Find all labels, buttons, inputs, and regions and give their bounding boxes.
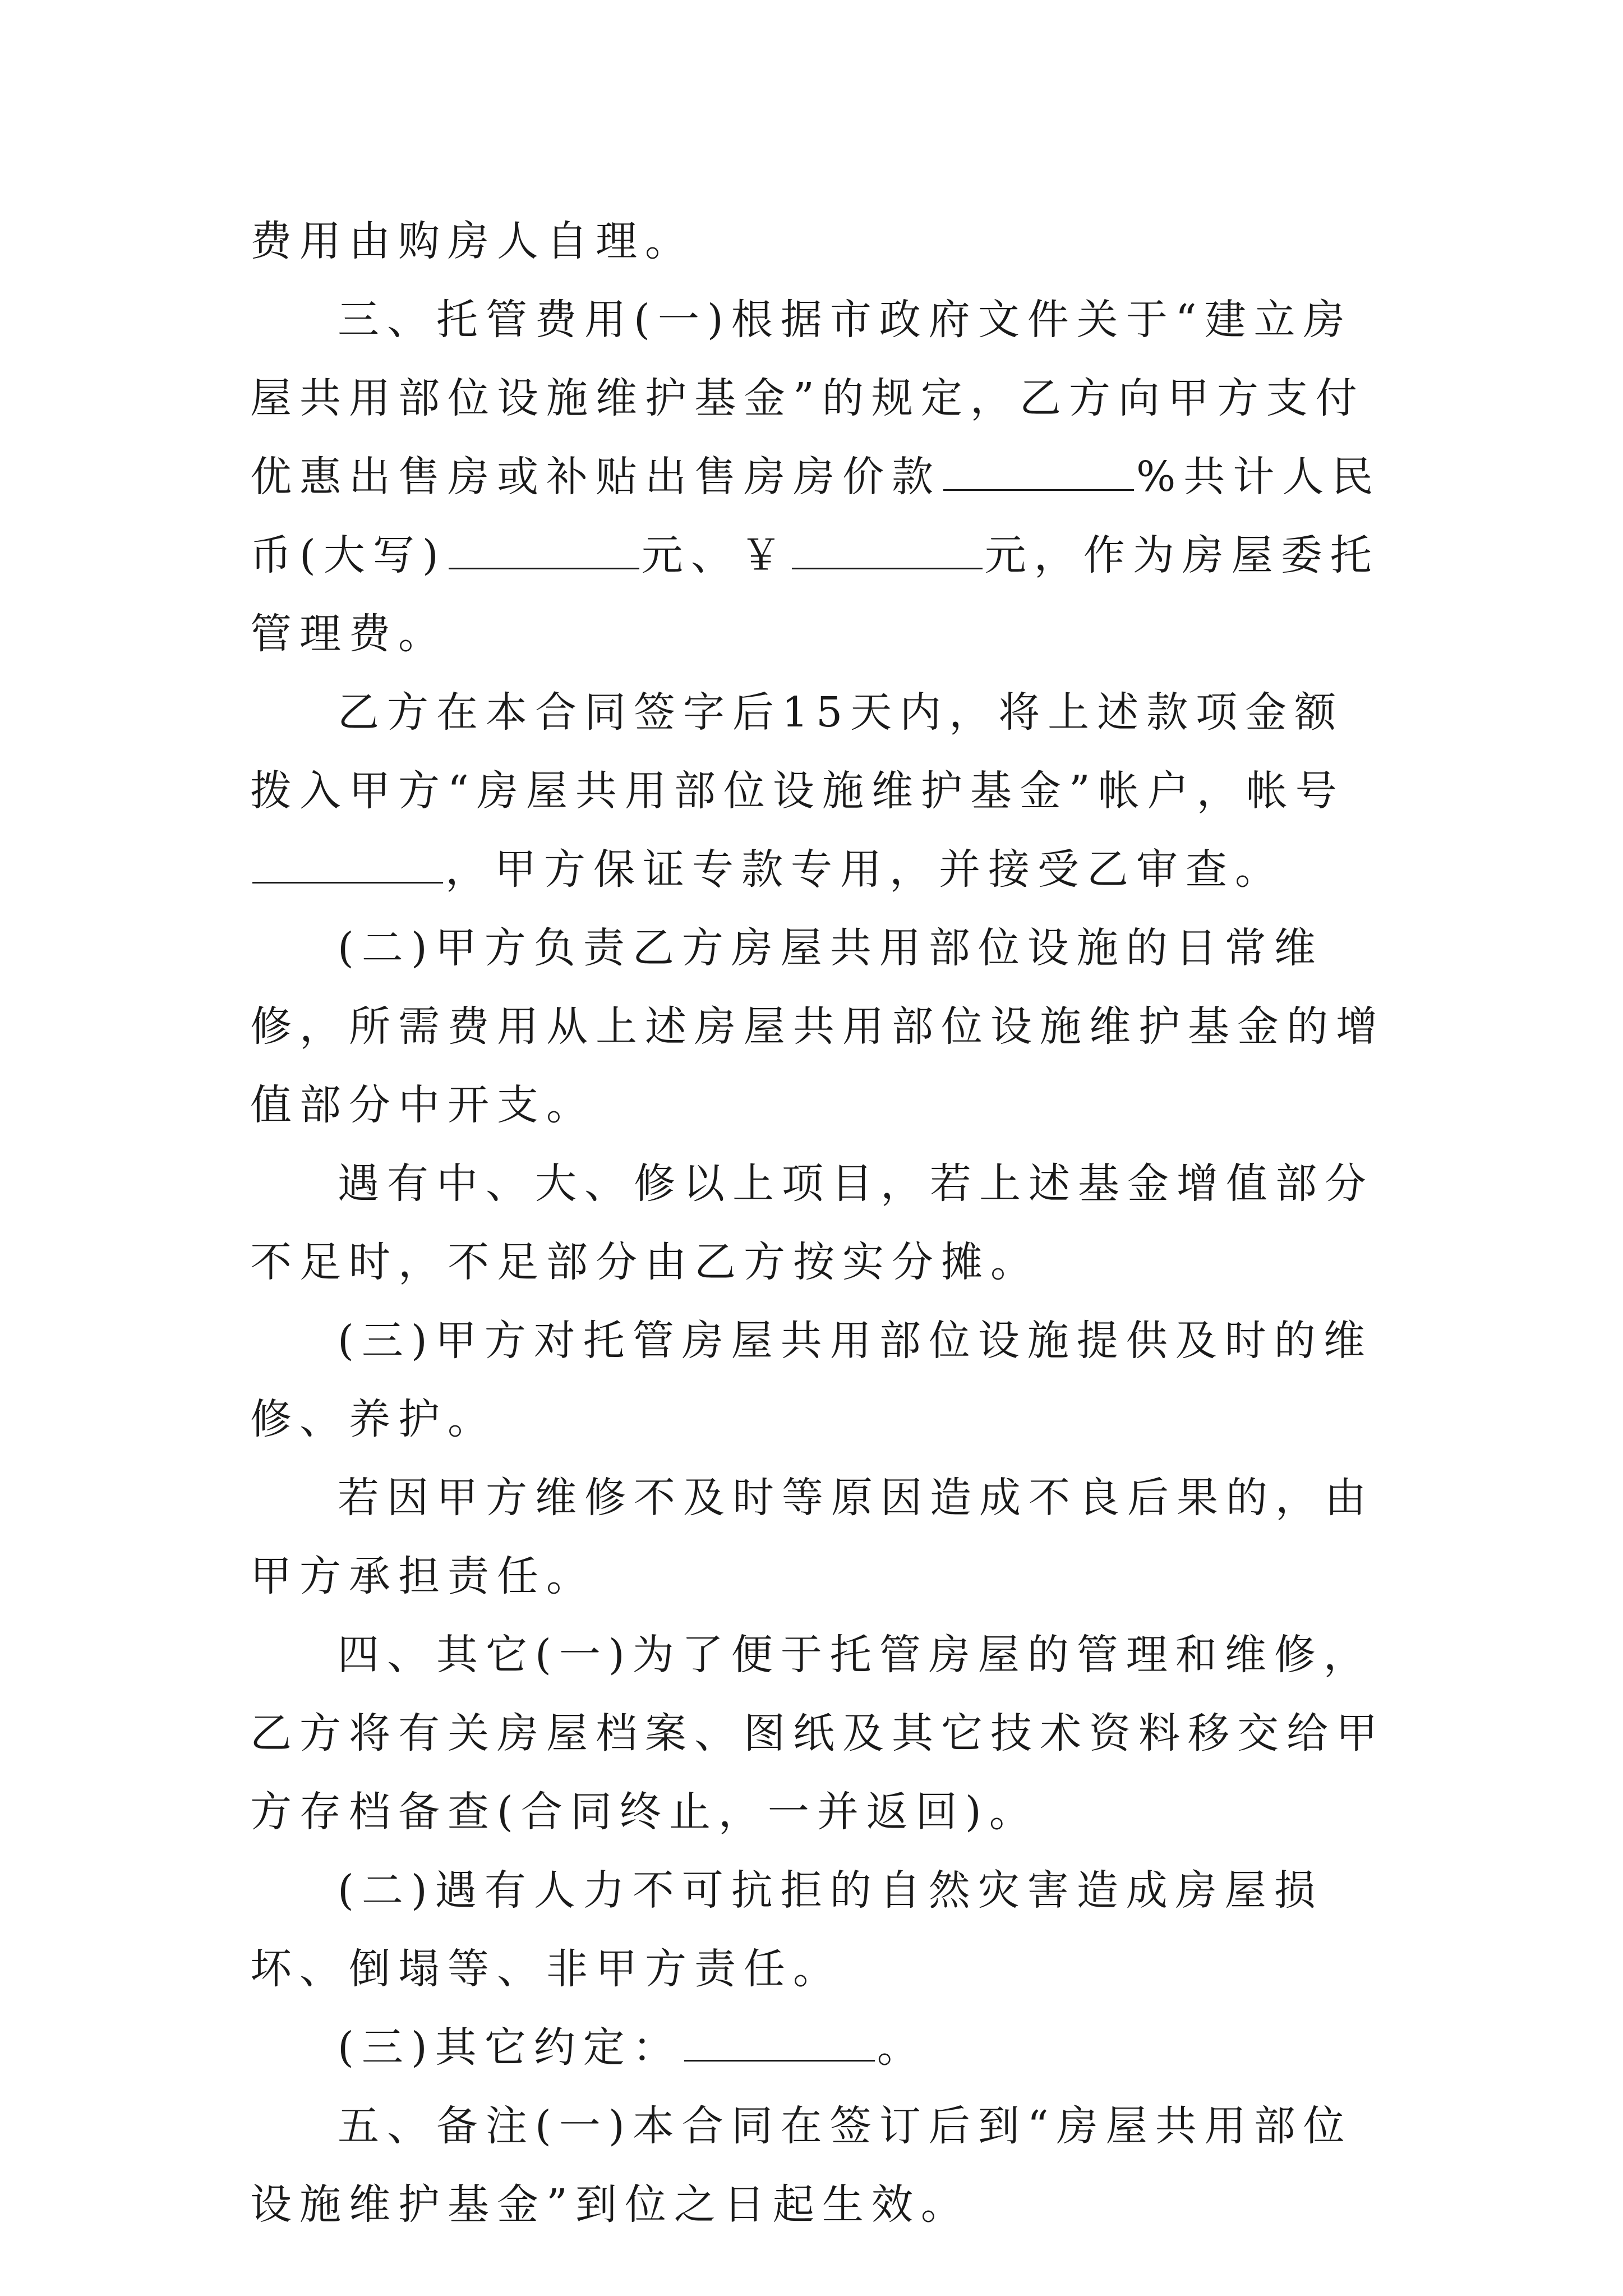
paragraph-other-agreement	[250, 2008, 1389, 2087]
text-segment: ，甲方保证专款专用，并接受乙审查。	[445, 845, 1284, 894]
paragraph-other-archives	[250, 1616, 1389, 1851]
paragraph-liability	[250, 1458, 1389, 1616]
paragraph-force-majeure	[250, 1851, 1389, 2008]
text-segment: 若因甲方维修不及时等原因造成不良后果的，由甲方承担责任。	[250, 1474, 1374, 1600]
blank-percent-field[interactable]	[943, 455, 1134, 491]
blank-account-number-field[interactable]	[252, 848, 443, 884]
text-segment: 四、其它(一)为了便于托管房屋的管理和维修，乙方将有关房屋档案、图纸及其它技术资料移交给甲方存档备查(合同终止，一并返回)。	[250, 1631, 1385, 1836]
text-segment: 遇有中、大、修以上项目，若上述基金增值部分不足时，不足部分由乙方按实分摊。	[250, 1159, 1374, 1286]
text-segment: 元，作为房屋委托管理费。	[250, 531, 1380, 658]
text-segment: 三、托管费用(一)根据市政府文件关于“建立房屋共用部位设施维护基金”的规定，乙方向甲方支付优惠出售房或补贴出售房房价款	[250, 296, 1365, 501]
paragraph-custody-fee	[250, 280, 1389, 673]
text-segment: 费用由购房人自理。	[250, 217, 694, 265]
paragraph-payment-account	[250, 673, 1389, 909]
text-segment: (三)甲方对托管房屋共用部位设施提供及时的维修、养护。	[250, 1317, 1373, 1443]
contract-body	[250, 202, 1389, 2244]
text-segment: (三)其它约定：	[338, 2023, 682, 2072]
paragraph-major-repair	[250, 1144, 1389, 1301]
blank-amount-uppercase-field[interactable]	[449, 534, 639, 569]
text-segment: 乙方在本合同签字后15天内，将上述款项金额拨入甲方“房屋共用部位设施维护基金”帐户，帐号	[250, 688, 1345, 815]
paragraph-daily-maintenance	[250, 909, 1389, 1144]
text-segment: 五、备注(一)本合同在签订后到“房屋共用部位设施维护基金”到位之日起生效。	[250, 2102, 1353, 2229]
text-segment: (二)甲方负责乙方房屋共用部位设施的日常维修，所需费用从上述房屋共用部位设施维护基金的增值部分中开支。	[250, 924, 1385, 1129]
paragraph-remarks-effective	[250, 2087, 1389, 2244]
text-segment: 。	[877, 2023, 926, 2072]
text-segment: (二)遇有人力不可抗拒的自然灾害造成房屋损坏、倒塌等、非甲方责任。	[250, 1866, 1324, 1993]
text-segment: %共计人民币(大写)	[250, 453, 1381, 579]
text-segment: 元、￥	[641, 531, 790, 579]
paragraph-fee-self-pay	[250, 202, 1389, 280]
paragraph-timely-repair	[250, 1301, 1389, 1458]
blank-amount-yuan-field[interactable]	[792, 534, 983, 569]
blank-other-agreement-field[interactable]	[684, 2026, 875, 2062]
